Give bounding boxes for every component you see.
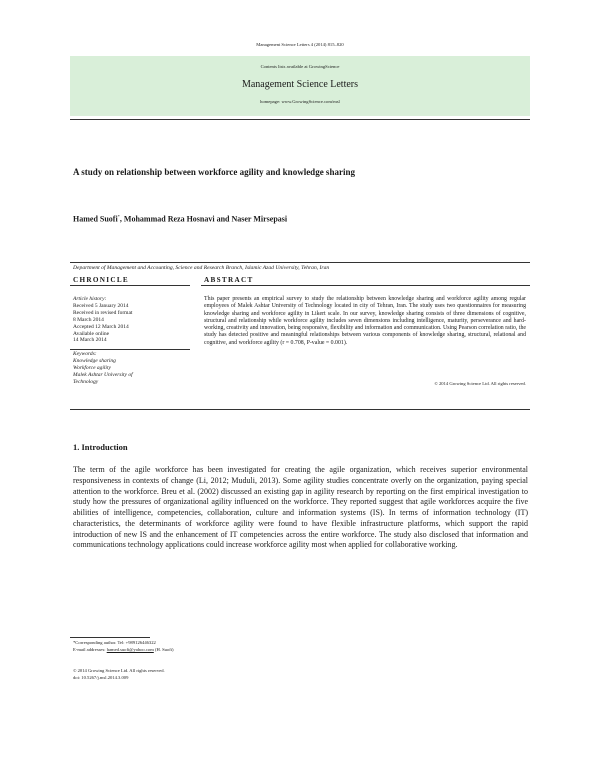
contents-line: Contents lists available at GrowingScience: [260, 64, 340, 69]
abstract-rule: [201, 285, 530, 286]
footnote-divider: [70, 637, 150, 638]
authors-rest: , Mohammad Reza Hosnavi and Naser Mirsepasi: [119, 214, 288, 224]
corresponding-mark: *: [117, 214, 120, 219]
section-divider: [70, 409, 530, 410]
journal-homepage: homepage: www.GrowingScience.com/msl: [260, 99, 340, 104]
keywords-label: Keywords:: [73, 351, 97, 357]
running-head: Management Science Letters 4 (2014) 815–820: [256, 42, 344, 47]
keyword-item: Knowledge sharing: [73, 357, 116, 364]
keyword-item: Malek Ashtar University of: [73, 371, 133, 378]
email-link[interactable]: hamed.suofi@yahoo.com: [106, 646, 154, 652]
online-label: Available online: [73, 330, 110, 337]
footer-block: [73, 668, 165, 681]
introduction-heading: 1. Introduction: [73, 442, 128, 452]
keywords-block: [73, 351, 193, 386]
header-divider: [70, 119, 530, 120]
keyword-item: Workforce agility: [73, 364, 111, 371]
revised-date: 8 March 2014: [73, 316, 104, 323]
affiliation: Department of Management and Accounting, Science and Research Branch, Islamic Azad University, Tehran, Iran: [73, 265, 330, 271]
affiliation-divider: [70, 262, 530, 263]
doi[interactable]: doi: 10.5267/j.msl.2014.3.009: [73, 674, 129, 680]
keywords-rule: [70, 349, 190, 350]
history-label: Article history:: [73, 296, 107, 302]
online-date: 14 March 2014: [73, 337, 107, 344]
author-list: [73, 214, 287, 224]
introduction-paragraph: The term of the agile workforce has been investigated for creating the agile organization, which receives superior environmental responsiveness in contexts of change (Li, 2012; Muduli, 2013). Some agility studies concentrate overly on the organization, paying special attention to the workforce. Breu et al. (2002) discussed an existing gap in agility research by reporting on the first empirical investigation to study how the pressures of organizational agility influenced on the workforce. They reported suggest that agile workforces acquire the five abilities of intelligence, competencies, collaboration, culture and information systems (IS). In terms of information technology (IT) characteristics, the determinants of workforce agility were found to have flexible infrastructure platforms, which support the rapid introduction of new IS and the enhancement of IT competencies across the entire workforce. The study also disclosed that information and communications technology applications could increase workforce agility most when applied for collaborative working.: [73, 465, 528, 550]
abstract-copyright: © 2014 Growing Science Ltd. All rights reserved.: [434, 381, 526, 386]
email-suffix: (H. Suofi): [153, 646, 174, 652]
journal-title: Management Science Letters: [241, 79, 359, 90]
article-title: A study on relationship between workforce agility and knowledge sharing: [73, 167, 355, 177]
email-line: [73, 647, 174, 654]
accepted-date: Accepted 12 March 2014: [73, 323, 129, 330]
corresponding-author: *Corresponding author. Tel: +989126446322: [73, 640, 156, 645]
chronicle-rule: [70, 285, 190, 286]
keyword-item: Technology: [73, 378, 99, 385]
abstract-text: This paper presents an empirical survey to study the relationship between knowledge sharing and workforce agility among regular employees of Malek Ashtar University of Technology located in city of Tehran, Iran. The study uses two questionnaires for measuring knowledge sharing and workforce agility in Likert scale. In our survey, knowledge sharing consists of three dimensions of cognitive, structural and relationship while workforce agility includes seven dimensions including intelligence, maturity, perseverance and hard-working, creativity and innovation, being responsive, flexibility and information and communication. Using Pearson correlation ratio, the study has detected positive and meaningful relationships between various components of knowledge sharing, structural, relational and cognitive, and workforce agility (r = 0.708, P-value = 0.001).: [204, 296, 526, 346]
journal-banner: [70, 56, 530, 116]
author-first: Hamed Suofi: [73, 214, 118, 224]
email-label: E-mail addresses:: [73, 646, 107, 652]
abstract-heading: ABSTRACT: [204, 276, 254, 284]
chronicle-heading: CHRONICLE: [73, 276, 130, 284]
received-date: Received 5 January 2014: [73, 302, 129, 309]
revised-label: Received in revised format: [73, 309, 133, 316]
article-history: [73, 296, 193, 344]
footnote-block: [73, 640, 174, 653]
footer-copyright: © 2014 Growing Science Ltd. All rights reserved.: [73, 668, 165, 673]
